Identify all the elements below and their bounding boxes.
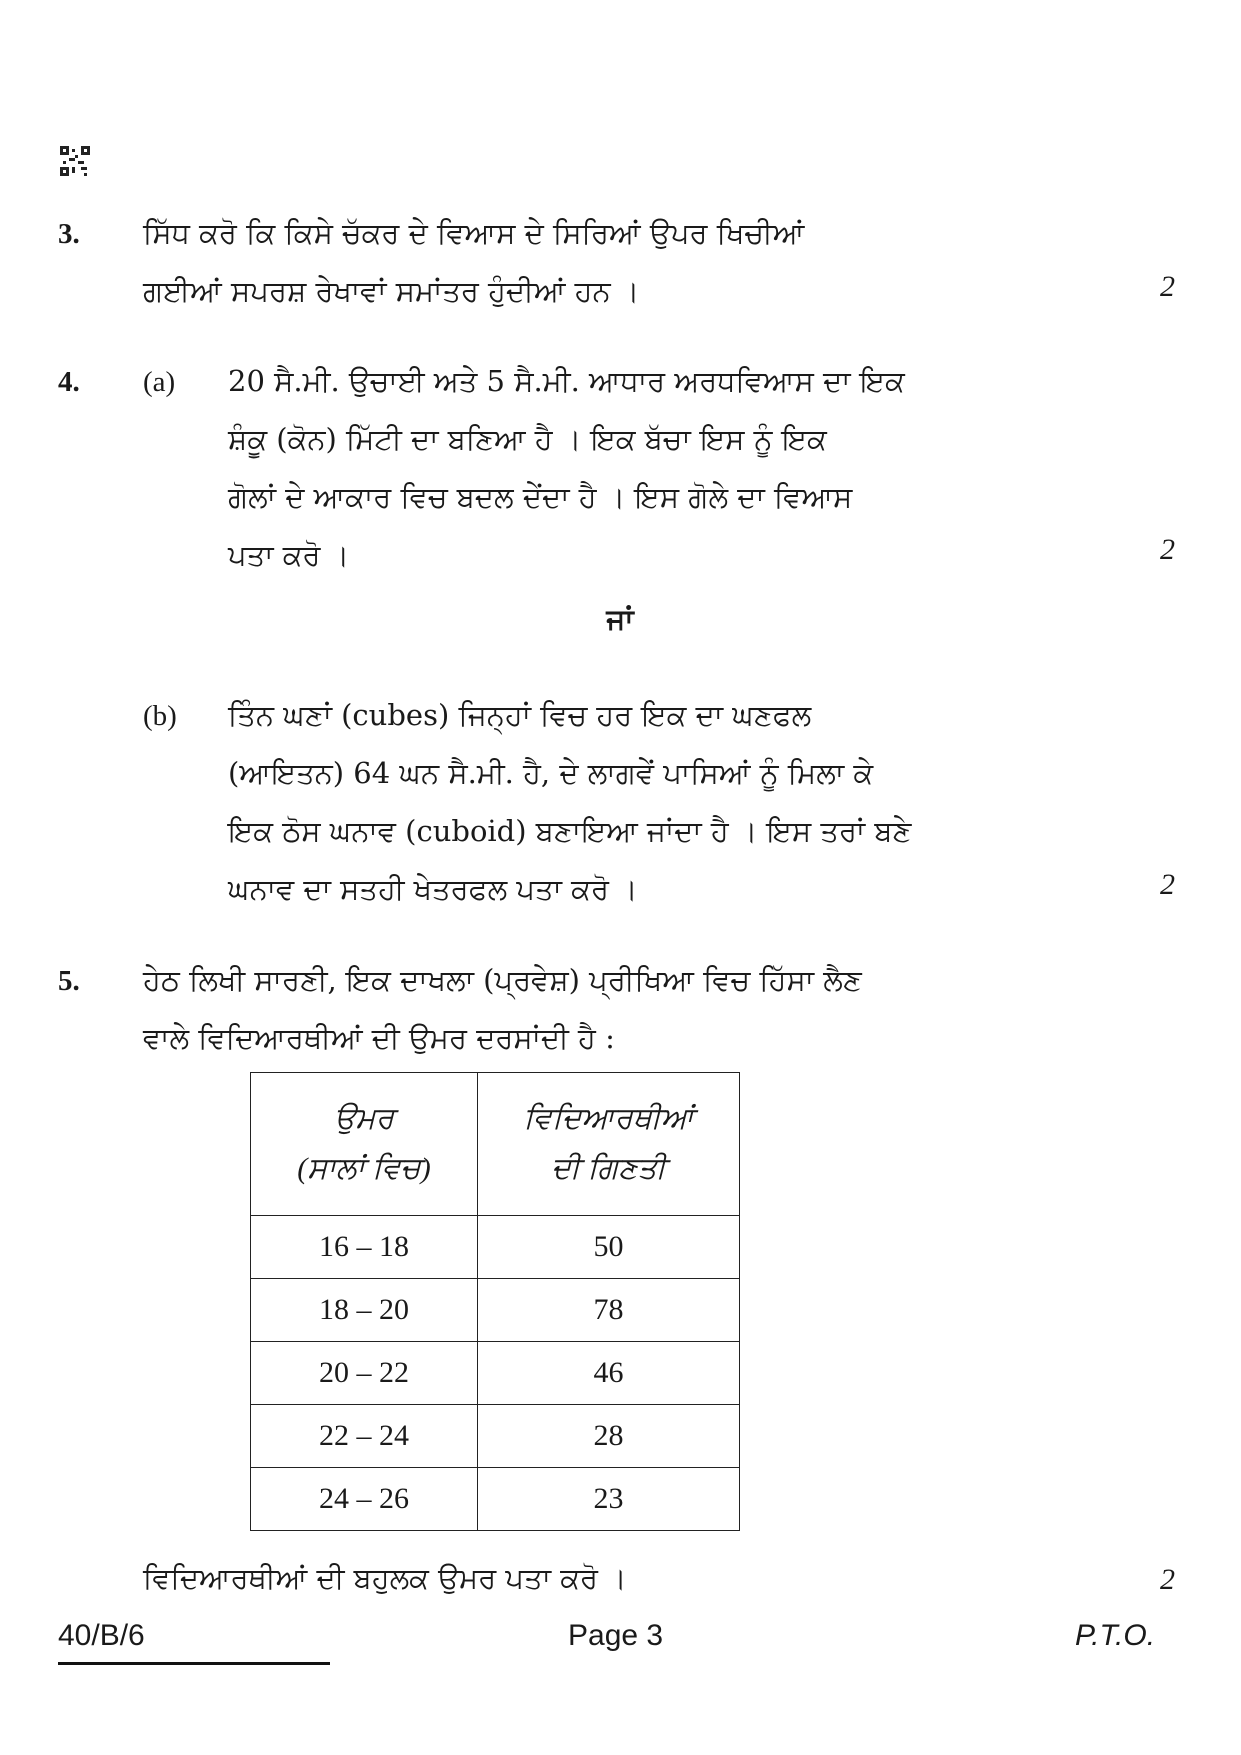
header-age: ਉਮਰ (ਸਾਲਾਂ ਵਿਚ) — [251, 1073, 478, 1216]
table-header-row — [251, 1073, 740, 1216]
question-4b-line-2: (ਆਇਤਨ) 64 ਘਨ ਸੈ.ਮੀ. ਹੈ, ਦੇ ਲਾਗਵੇਂ ਪਾਸਿਆਂ ਨੂੰ ਮਿਲਾ ਕੇ — [228, 756, 874, 790]
age-cell: 18 – 20 — [251, 1279, 478, 1342]
question-5-number: 5. — [58, 965, 80, 997]
header-student-count: ਵਿਦਿਆਰਥੀਆਂ ਦੀ ਗਿਣਤੀ — [478, 1073, 740, 1216]
or-label: ਜਾਂ — [606, 602, 634, 636]
question-4b-line-1: ਤਿੰਨ ਘਣਾਂ (cubes) ਜਿਨ੍ਹਾਂ ਵਿਚ ਹਰ ਇਕ ਦਾ ਘਣਫਲ — [228, 698, 812, 732]
age-cell: 24 – 26 — [251, 1468, 478, 1531]
age-cell: 22 – 24 — [251, 1405, 478, 1468]
question-5-closing: ਵਿਦਿਆਰਥੀਆਂ ਦੀ ਬਹੁਲਕ ਉਮਰ ਪਤਾ ਕਰੋ । — [143, 1561, 627, 1595]
question-3-line-1: ਸਿੱਧ ਕਰੋ ਕਿ ਕਿਸੇ ਚੱਕਰ ਦੇ ਵਿਆਸ ਦੇ ਸਿਰਿਆਂ ਉਪਰ ਖਿਚੀਆਂ — [143, 216, 805, 250]
question-4b-line-4: ਘਨਾਵ ਦਾ ਸਤਹੀ ਖੇਤਰਫਲ ਪਤਾ ਕਰੋ । — [228, 872, 638, 906]
table-row — [251, 1342, 740, 1405]
qr-code — [60, 146, 90, 176]
question-4a-label: (a) — [143, 366, 176, 398]
question-5-text — [143, 951, 862, 1067]
paper-code: 40/B/6 — [58, 1619, 145, 1652]
question-4a-line-1: 20 ਸੈ.ਮੀ. ਉਚਾਈ ਅਤੇ 5 ਸੈ.ਮੀ. ਆਧਾਰ ਅਰਧਵਿਆਸ ਦਾ ਇਕ — [228, 364, 905, 398]
count-cell: 46 — [478, 1342, 740, 1405]
count-cell: 23 — [478, 1468, 740, 1531]
question-3-text — [143, 204, 804, 320]
question-4a-line-3: ਗੋਲਾਂ ਦੇ ਆਕਾਰ ਵਿਚ ਬਦਲ ਦੇਂਦਾ ਹੈ । ਇਸ ਗੋਲੇ ਦਾ ਵਿਆਸ — [228, 480, 853, 514]
question-4a-text — [228, 352, 905, 584]
table-row — [251, 1216, 740, 1279]
count-cell: 28 — [478, 1405, 740, 1468]
question-3-marks: 2 — [1160, 270, 1175, 303]
footer-divider — [58, 1662, 330, 1665]
age-cell: 20 – 22 — [251, 1342, 478, 1405]
table-row — [251, 1279, 740, 1342]
page-number: Page 3 — [568, 1619, 664, 1652]
age-table — [250, 1072, 740, 1531]
question-4-number: 4. — [58, 366, 80, 398]
question-5-line-1: ਹੇਠ ਲਿਖੀ ਸਾਰਣੀ, ਇਕ ਦਾਖਲਾ (ਪ੍ਰਵੇਸ਼) ਪ੍ਰੀਖਿਆ ਵਿਚ ਹਿੱਸਾ ਲੈਣ — [143, 963, 862, 997]
question-4a-line-4: ਪਤਾ ਕਰੋ । — [228, 538, 350, 572]
table-row — [251, 1405, 740, 1468]
question-3-number: 3. — [58, 218, 80, 250]
table-row — [251, 1468, 740, 1531]
count-cell: 50 — [478, 1216, 740, 1279]
count-cell: 78 — [478, 1279, 740, 1342]
question-4a-line-2: ਸ਼ੰਕੂ (ਕੋਨ) ਮਿੱਟੀ ਦਾ ਬਣਿਆ ਹੈ । ਇਕ ਬੱਚਾ ਇਸ ਨੂੰ ਇਕ — [228, 422, 827, 456]
question-5-marks: 2 — [1160, 1563, 1175, 1596]
question-5-line-2: ਵਾਲੇ ਵਿਦਿਆਰਥੀਆਂ ਦੀ ਉਮਰ ਦਰਸਾਂਦੀ ਹੈ : — [143, 1021, 615, 1055]
pto-label: P.T.O. — [1075, 1619, 1156, 1652]
question-4b-text — [228, 686, 911, 918]
question-3-line-2: ਗਈਆਂ ਸਪਰਸ਼ ਰੇਖਾਵਾਂ ਸਮਾਂਤਰ ਹੁੰਦੀਆਂ ਹਨ । — [143, 274, 640, 308]
question-4b-label: (b) — [143, 700, 177, 732]
age-cell: 16 – 18 — [251, 1216, 478, 1279]
question-4b-line-3: ਇਕ ਠੋਸ ਘਨਾਵ (cuboid) ਬਣਾਇਆ ਜਾਂਦਾ ਹੈ । ਇਸ ਤਰਾਂ ਬਣੇ — [228, 814, 912, 848]
question-4b-marks: 2 — [1160, 868, 1175, 901]
question-4a-marks: 2 — [1160, 533, 1175, 566]
